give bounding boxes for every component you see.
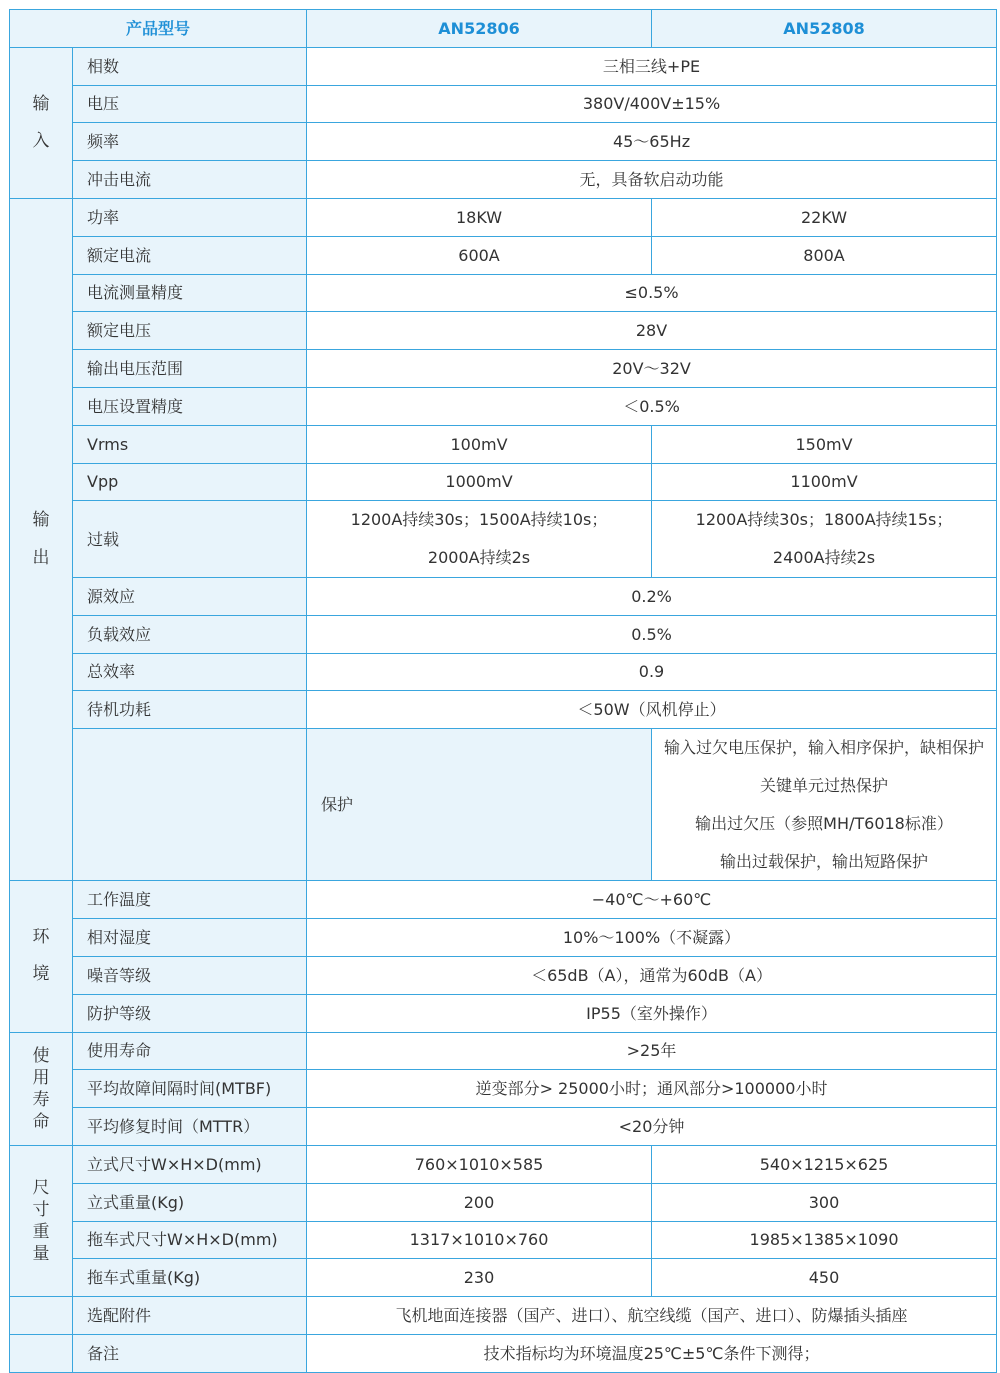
row-label: 额定电压 xyxy=(73,312,307,350)
row-value-b: 22KW xyxy=(652,198,997,236)
life-mtbf-row xyxy=(10,1070,997,1108)
row-label: Vpp xyxy=(73,463,307,501)
section-env xyxy=(10,881,73,1032)
output-current-accuracy-row xyxy=(10,274,997,312)
row-value-a: 230 xyxy=(307,1259,652,1297)
header-model-a: AN52806 xyxy=(307,10,652,48)
row-value-a xyxy=(307,501,652,578)
size-stand-weight-row xyxy=(10,1183,997,1221)
row-value: 45～65Hz xyxy=(307,123,997,161)
row-value: 技术指标均为环境温度25℃±5℃条件下测得； xyxy=(307,1334,997,1372)
row-value-b: 1100mV xyxy=(652,463,997,501)
row-value-a: 200 xyxy=(307,1183,652,1221)
row-value: 28V xyxy=(307,312,997,350)
input-inrush-row xyxy=(10,161,997,199)
output-load-effect-row xyxy=(10,615,997,653)
row-value: >25年 xyxy=(307,1032,997,1070)
row-label: 防护等级 xyxy=(73,994,307,1032)
row-label: 输出电压范围 xyxy=(73,350,307,388)
row-value-a: 1000mV xyxy=(307,463,652,501)
row-label: 源效应 xyxy=(73,577,307,615)
life-lifespan-row xyxy=(10,1032,997,1070)
section-notes-blank xyxy=(10,1334,73,1372)
row-label: 备注 xyxy=(73,1334,307,1372)
protection-line3: 输出过欠压（参照MH/T6018标准） xyxy=(695,813,953,833)
section-output-label: 输出 xyxy=(32,510,50,568)
row-label: 电压设置精度 xyxy=(73,387,307,425)
row-label: 噪音等级 xyxy=(73,956,307,994)
row-value: 0.5% xyxy=(307,615,997,653)
life-mttr-row xyxy=(10,1108,997,1146)
row-value: 三相三线+PE xyxy=(307,47,997,85)
row-value-b: 800A xyxy=(652,236,997,274)
output-overload-row xyxy=(10,501,997,578)
row-label: 拖车式尺寸W×H×D(mm) xyxy=(73,1221,307,1259)
row-label: 功率 xyxy=(73,198,307,236)
row-value-b xyxy=(652,501,997,578)
row-value: ＜65dB（A），通常为60dB（A） xyxy=(307,956,997,994)
row-label: 频率 xyxy=(73,123,307,161)
input-frequency-row xyxy=(10,123,997,161)
output-vpp-row xyxy=(10,463,997,501)
row-value: 10%～100%（不凝露） xyxy=(307,919,997,957)
output-rated-current-row xyxy=(10,236,997,274)
row-label: 待机功耗 xyxy=(73,691,307,729)
row-value: 逆变部分> 25000小时；通风部分>100000小时 xyxy=(307,1070,997,1108)
output-efficiency-row xyxy=(10,653,997,691)
row-label: Vrms xyxy=(73,425,307,463)
output-source-effect-row xyxy=(10,577,997,615)
row-value: 380V/400V±15% xyxy=(307,85,997,123)
overload-a-line1: 1200A持续30s；1500A持续10s； xyxy=(350,510,608,530)
section-life xyxy=(10,1032,73,1145)
row-value xyxy=(652,729,997,881)
env-ip-row xyxy=(10,994,997,1032)
row-value: 飞机地面连接器（国产、进口）、航空线缆（国产、进口）、防爆插头插座 xyxy=(307,1297,997,1335)
row-value: 0.9 xyxy=(307,653,997,691)
spec-table xyxy=(9,9,997,1373)
row-value-a: 760×1010×585 xyxy=(307,1145,652,1183)
output-voltage-range-row xyxy=(10,350,997,388)
row-value: ≤0.5% xyxy=(307,274,997,312)
row-label: 保护 xyxy=(307,729,652,881)
row-value: 0.2% xyxy=(307,577,997,615)
row-label: 使用寿命 xyxy=(73,1032,307,1070)
row-value: ＜50W（风机停止） xyxy=(307,691,997,729)
row-value-a: 18KW xyxy=(307,198,652,236)
row-label: 立式重量(Kg) xyxy=(73,1183,307,1221)
section-output xyxy=(10,198,73,880)
row-label: 平均修复时间（MTTR） xyxy=(73,1108,307,1146)
header-model-title: 产品型号 xyxy=(10,10,307,48)
output-voltage-accuracy-row xyxy=(10,387,997,425)
size-trailer-weight-row xyxy=(10,1259,997,1297)
row-label: 电压 xyxy=(73,85,307,123)
protection-line4: 输出过载保护，输出短路保护 xyxy=(720,851,929,871)
section-accessories-blank xyxy=(10,1297,73,1335)
input-voltage-row xyxy=(10,85,997,123)
row-value: 无，具备软启动功能 xyxy=(307,161,997,199)
accessories-row xyxy=(10,1297,997,1335)
row-label: 电流测量精度 xyxy=(73,274,307,312)
section-env-label: 环境 xyxy=(32,927,50,985)
row-label: 负载效应 xyxy=(73,615,307,653)
notes-row xyxy=(10,1334,997,1372)
input-phase-row xyxy=(10,47,997,85)
row-label: 相数 xyxy=(73,47,307,85)
row-value-b: 1985×1385×1090 xyxy=(652,1221,997,1259)
row-value: 20V～32V xyxy=(307,350,997,388)
env-noise-row xyxy=(10,956,997,994)
section-input xyxy=(10,47,73,198)
output-vrms-row xyxy=(10,425,997,463)
overload-b-line1: 1200A持续30s；1800A持续15s； xyxy=(695,510,953,530)
row-value-a: 600A xyxy=(307,236,652,274)
output-power-row xyxy=(10,198,997,236)
row-label: 立式尺寸W×H×D(mm) xyxy=(73,1145,307,1183)
output-standby-row xyxy=(10,691,997,729)
row-value-b: 450 xyxy=(652,1259,997,1297)
section-input-label: 输入 xyxy=(32,93,50,151)
row-label: 相对湿度 xyxy=(73,919,307,957)
row-label: 总效率 xyxy=(73,653,307,691)
section-life-label: 使用寿命 xyxy=(32,1045,50,1132)
row-label: 额定电流 xyxy=(73,236,307,274)
row-label: 过载 xyxy=(73,501,307,578)
section-size xyxy=(10,1145,73,1296)
header-row xyxy=(10,10,997,48)
row-value-b: 150mV xyxy=(652,425,997,463)
protection-line2: 关键单元过热保护 xyxy=(760,775,889,795)
env-temp-row xyxy=(10,881,997,919)
section-protection-blank xyxy=(73,729,307,881)
row-label: 工作温度 xyxy=(73,881,307,919)
protection-line1: 输入过欠电压保护，输入相序保护，缺相保护 xyxy=(664,738,985,758)
row-value: <20分钟 xyxy=(307,1108,997,1146)
env-humidity-row xyxy=(10,919,997,957)
overload-a-line2: 2000A持续2s xyxy=(427,548,531,568)
row-value-a: 100mV xyxy=(307,425,652,463)
protection-row xyxy=(10,729,997,881)
row-label: 冲击电流 xyxy=(73,161,307,199)
row-label: 选配附件 xyxy=(73,1297,307,1335)
row-value: −40℃～+60℃ xyxy=(307,881,997,919)
row-value: ＜0.5% xyxy=(307,387,997,425)
row-value-b: 300 xyxy=(652,1183,997,1221)
size-trailer-dim-row xyxy=(10,1221,997,1259)
row-label: 拖车式重量(Kg) xyxy=(73,1259,307,1297)
header-model-b: AN52808 xyxy=(652,10,997,48)
size-stand-dim-row xyxy=(10,1145,997,1183)
row-value-a: 1317×1010×760 xyxy=(307,1221,652,1259)
row-label: 平均故障间隔时间(MTBF) xyxy=(73,1070,307,1108)
section-size-label: 尺寸重量 xyxy=(32,1177,50,1265)
row-value: IP55（室外操作） xyxy=(307,994,997,1032)
row-value-b: 540×1215×625 xyxy=(652,1145,997,1183)
output-rated-voltage-row xyxy=(10,312,997,350)
overload-b-line2: 2400A持续2s xyxy=(772,548,876,568)
